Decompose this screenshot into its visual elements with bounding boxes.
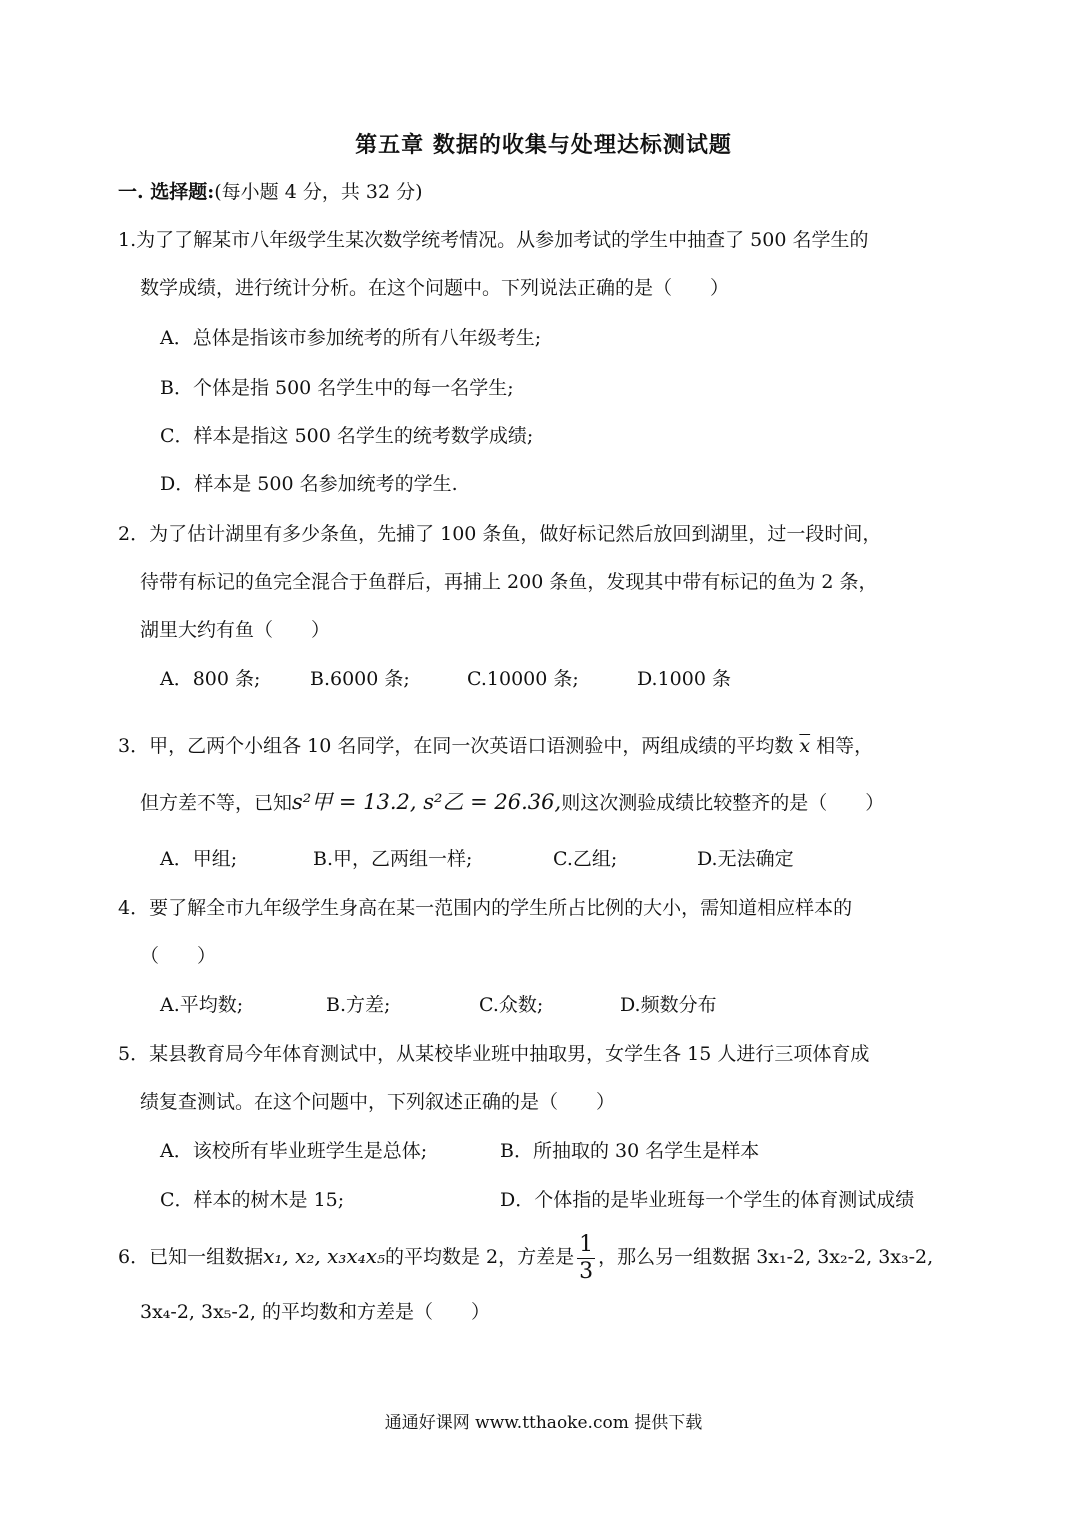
q4-option-b: B.方差;: [326, 994, 391, 1016]
q2-option-c: C.10000 条;: [467, 668, 579, 690]
q5-option-c: C．样本的树木是 15;: [160, 1189, 345, 1211]
q3-option-b: B.甲，乙两组一样;: [313, 848, 473, 870]
q3-line2: [140, 788, 884, 817]
q1-line1: 1.为了了解某市八年级学生某次数学统考情况。从参加考试的学生中抽查了 500 名学生的: [118, 229, 869, 251]
q5-option-a: A．该校所有毕业班学生是总体;: [160, 1140, 428, 1162]
q5-line1: 5．某县教育局今年体育测试中，从某校毕业班中抽取男，女学生各 15 人进行三项体育成: [118, 1043, 870, 1065]
page-footer: 通通好课网 www.tthaoke.com 提供下载: [384, 1413, 703, 1433]
q3-line1: [118, 732, 873, 760]
q3-option-d: D.无法确定: [697, 848, 794, 870]
q5-option-b: B．所抽取的 30 名学生是样本: [500, 1140, 760, 1162]
section-note: (每小题 4 分，共 32 分): [214, 181, 423, 203]
q3-mean-symbol: $\overline{x}$: [799, 735, 811, 757]
q4-option-a: A.平均数;: [160, 994, 244, 1016]
q2-line2: 待带有标记的鱼完全混合于鱼群后，再捕上 200 条鱼，发现其中带有标记的鱼为 2 条，: [140, 571, 878, 593]
q3-formula: s²甲 = 13.2, s²乙 = 26.36,: [292, 790, 562, 814]
q3-line2-start: 但方差不等，已知: [140, 792, 293, 814]
q4-line2: （ ）: [140, 945, 217, 967]
q3-line2-end: 则这次测验成绩比较整齐的是（ ）: [561, 792, 885, 814]
q2-line1: 2．为了估计湖里有多少条鱼，先捕了 100 条鱼，做好标记然后放回到湖里，过一段时间，: [118, 523, 882, 545]
q1-option-b: B．个体是指 500 名学生中的每一名学生;: [160, 377, 514, 399]
section-heading-row: [118, 178, 423, 206]
q3-line1-end: 相等，: [816, 735, 874, 757]
q6-line1-end: ，那么另一组数据 3x₁-2, 3x₂-2, 3x₃-2,: [598, 1246, 934, 1268]
q6-fraction: [577, 1232, 595, 1285]
q4-line1: 4．要了解全市九年级学生身高在某一范围内的学生所占比例的大小，需知道相应样本的: [118, 897, 853, 919]
q6-frac-num: 1: [579, 1231, 594, 1257]
q3-option-a: A．甲组;: [160, 848, 238, 870]
q6-line1: [118, 1228, 933, 1285]
q4-option-d: D.频数分布: [620, 994, 717, 1016]
q2-line3: 湖里大约有鱼（ ）: [140, 619, 331, 641]
q1-option-c: C．样本是指这 500 名学生的统考数学成绩;: [160, 425, 534, 447]
q6-line1-mid: 的平均数是 2，方差是: [385, 1246, 575, 1268]
q5-option-d: D．个体指的是毕业班每一个学生的体育测试成绩: [500, 1189, 915, 1211]
q5-line2: 绩复查测试。在这个问题中，下列叙述正确的是（ ）: [140, 1091, 616, 1113]
q6-line1-start: 6．已知一组数据: [118, 1246, 264, 1268]
section-heading: 一. 选择题:: [118, 181, 215, 203]
q6-line2: 3x₄-2, 3x₅-2, 的平均数和方差是（ ）: [140, 1301, 491, 1323]
page-title: 第五章 数据的收集与处理达标测试题: [355, 132, 732, 158]
q6-vars: x₁, x₂, x₃x₄x₅: [263, 1244, 386, 1268]
q2-option-d: D.1000 条: [637, 668, 731, 690]
q3-line1-text: 3．甲，乙两个小组各 10 名同学，在同一次英语口语测验中，两组成绩的平均数: [118, 735, 794, 757]
q2-option-a: A．800 条;: [160, 668, 261, 690]
q1-option-d: D．样本是 500 名参加统考的学生.: [160, 473, 458, 495]
q2-option-b: B.6000 条;: [310, 668, 410, 690]
q1-line2: 数学成绩，进行统计分析。在这个问题中。下列说法正确的是（ ）: [140, 277, 730, 299]
q4-option-c: C.众数;: [479, 994, 544, 1016]
q1-option-a: A．总体是指该市参加统考的所有八年级考生;: [160, 327, 542, 349]
q3-option-c: C.乙组;: [553, 848, 618, 870]
q6-frac-den: 3: [579, 1258, 594, 1284]
